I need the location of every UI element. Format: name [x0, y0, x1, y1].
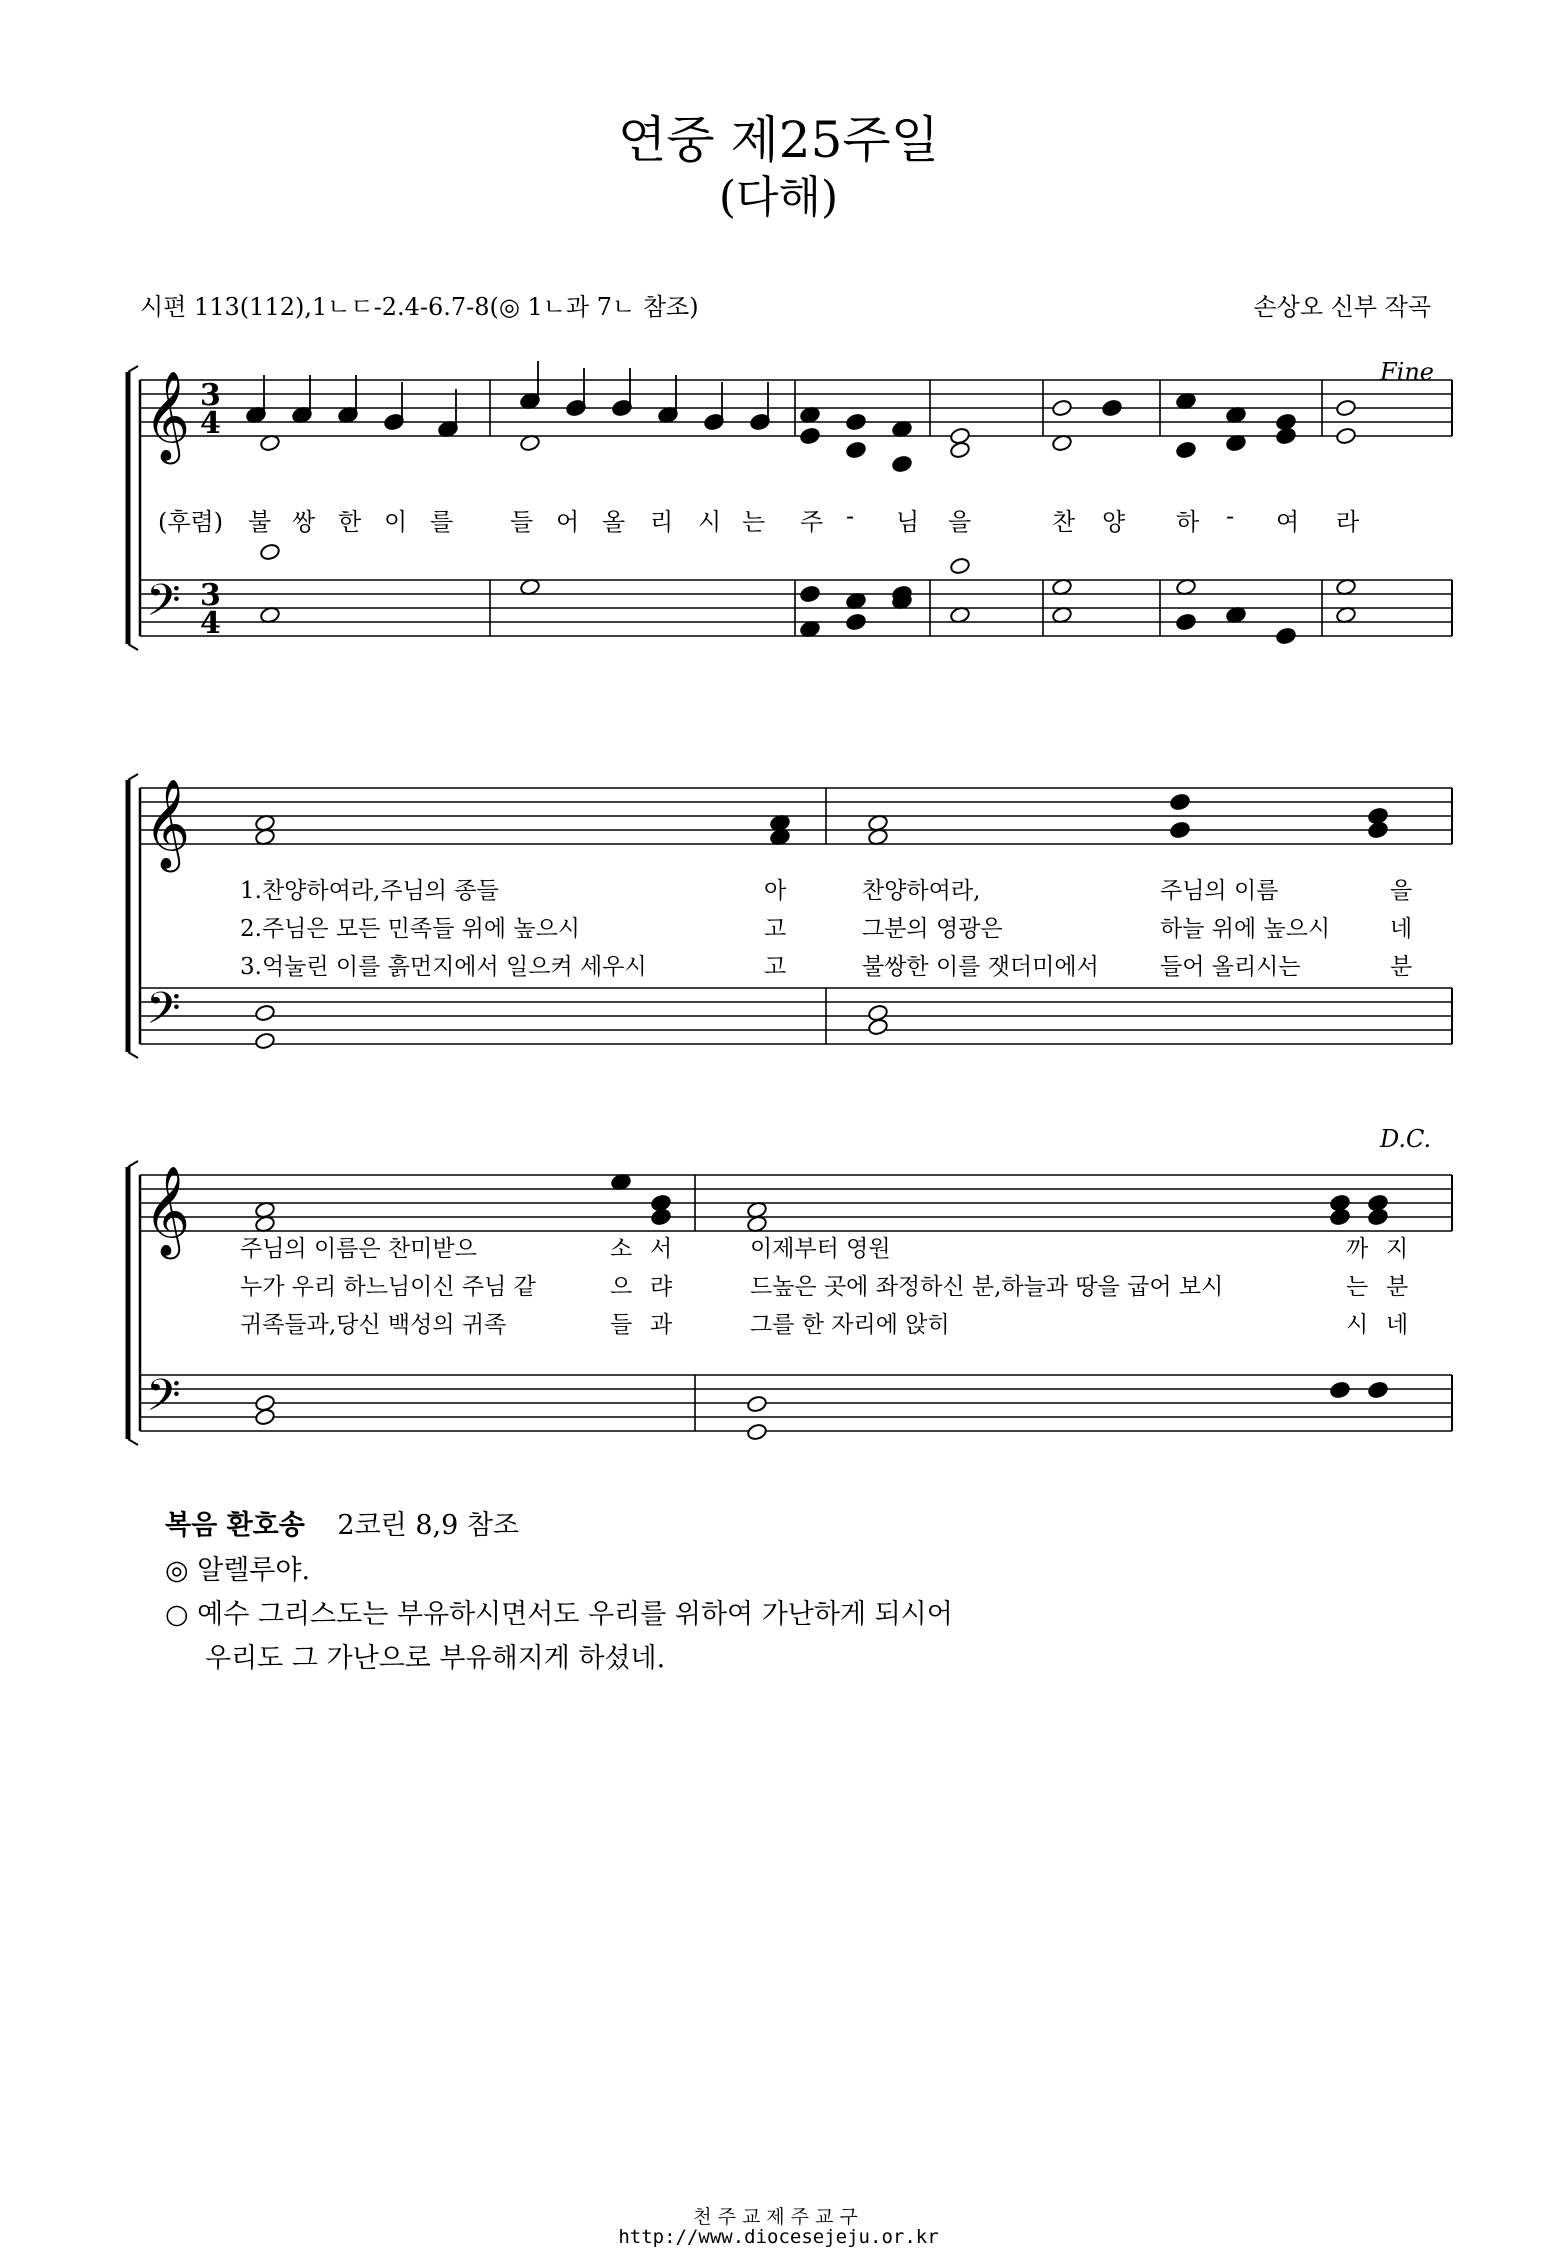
- verse-text: 아: [764, 878, 787, 904]
- refrain-syllable: 찬: [1052, 508, 1076, 536]
- refrain-syllable: 어: [556, 508, 580, 536]
- refrain-syllable: 는: [742, 508, 766, 536]
- gospel-verse-line-2: 우리도 그 가난으로 부유해지게 하셨네.: [205, 1643, 666, 1674]
- chord-note: [1367, 1381, 1388, 1399]
- verse-text: 3.억눌린 이를 흙먼지에서 일으켜 세우시: [240, 954, 647, 980]
- verse-text: 랴: [650, 1274, 673, 1300]
- whole-note: [254, 1408, 275, 1426]
- system-1-bracket-bottom: [128, 644, 138, 650]
- verse-text: 하늘 위에 높으시: [1160, 916, 1331, 942]
- refrain-syllable: -: [1226, 502, 1235, 530]
- bass-clef-icon: 𝄢: [146, 982, 181, 1045]
- treble-clef-icon: 𝄞: [144, 779, 191, 869]
- chord-note: [799, 427, 820, 445]
- refrain-syllable: 리: [650, 508, 674, 536]
- verse-text: 서: [650, 1236, 673, 1262]
- gospel-verse-line-1: ○ 예수 그리스도는 부유하시면서도 우리를 위하여 가난하게 되시어: [165, 1599, 953, 1630]
- bass-note: [845, 613, 866, 631]
- verse-text: 누가 우리 하느님이신 주님 같: [240, 1274, 536, 1300]
- chord-note: [1275, 427, 1296, 445]
- chord-note: [1367, 821, 1388, 839]
- half-note: [1335, 399, 1356, 417]
- verse-text: 지: [1386, 1236, 1409, 1262]
- refrain-syllable: 불: [248, 508, 272, 536]
- verse-text: 주님의 이름은 찬미받으: [240, 1236, 477, 1262]
- bass-note: [1275, 627, 1296, 645]
- half-note: [1335, 427, 1356, 445]
- chord-note: [845, 441, 866, 459]
- verse-text: 네: [1390, 916, 1413, 942]
- bass-clef-icon: 𝄢: [146, 1369, 181, 1432]
- footer-url: http://www.diocesejeju.or.kr: [618, 2226, 939, 2248]
- refrain-syllable: 하: [1176, 508, 1200, 536]
- refrain-syllable: 올: [602, 508, 626, 536]
- chord-note: [845, 413, 866, 431]
- system-3-bracket-bottom: [128, 1439, 138, 1445]
- system-2-bracket-bottom: [128, 1052, 138, 1058]
- system-2-bracket-top: [128, 774, 138, 780]
- refrain-syllable: 라: [1336, 508, 1360, 536]
- whole-note: [254, 1004, 275, 1022]
- refrain-syllable: 시: [698, 508, 722, 536]
- refrain-syllable: 들: [510, 508, 534, 536]
- verse-text: 주님의 이름: [1160, 878, 1279, 904]
- verse-text: 이제부터 영원: [750, 1236, 891, 1262]
- verse-text: 1.찬양하여라,주님의 종들: [240, 878, 499, 904]
- chord-note: [1169, 821, 1190, 839]
- refrain-syllable: 쌍: [292, 508, 316, 536]
- verse-text: 고: [764, 954, 787, 980]
- system-3-bracket-top: [128, 1161, 138, 1167]
- verse-text: 드높은 곳에 좌정하신 분,하늘과 땅을 굽어 보시: [750, 1274, 1224, 1300]
- gospel-heading: 복음 환호송: [165, 1510, 305, 1541]
- page-subtitle: (다해): [718, 172, 839, 223]
- verse-text: 찬양하여라,: [862, 878, 981, 904]
- verse-text: 시: [1346, 1312, 1369, 1338]
- verse-text: 고: [764, 916, 787, 942]
- whole-note: [254, 1032, 275, 1050]
- bass-note: [1175, 613, 1196, 631]
- chord-note: [650, 1208, 671, 1226]
- verse-text: 분: [1390, 954, 1413, 980]
- refrain-syllable: 이: [384, 508, 408, 536]
- refrain-syllable: -: [846, 502, 855, 530]
- chord-note: [1175, 441, 1196, 459]
- bass-clef-icon: 𝄢: [146, 574, 181, 637]
- verse-text: 귀족들과,당신 백성의 귀족: [240, 1312, 507, 1338]
- gospel-reference: 2코린 8,9 참조: [337, 1510, 520, 1541]
- refrain-syllable: 주: [800, 508, 824, 536]
- verse-text: 들: [610, 1312, 633, 1338]
- treble-clef-icon: 𝄞: [144, 1166, 191, 1256]
- page-title: 연중 제25주일: [617, 111, 940, 169]
- verse-text: 을: [1390, 878, 1413, 904]
- gospel-response: ◎ 알렐루야.: [165, 1555, 311, 1586]
- time-signature-bass: 3 4: [200, 578, 221, 641]
- half-note: [949, 441, 970, 459]
- whole-note: [746, 1395, 767, 1413]
- verse-text: 까: [1346, 1236, 1369, 1262]
- chord-note: [1169, 793, 1190, 811]
- refrain-syllable: 을: [948, 508, 972, 536]
- verse-text: 그분의 영광은: [862, 916, 1003, 942]
- chord-note: [891, 455, 912, 473]
- footer-org: 천주교제주교구: [693, 2206, 864, 2228]
- verse-text: 으: [610, 1274, 633, 1300]
- dc-mark: D.C.: [1380, 1125, 1432, 1153]
- composer-credit: 손상오 신부 작곡: [1253, 293, 1431, 321]
- verse-text: 과: [650, 1312, 673, 1338]
- refrain-syllable: 한: [338, 508, 362, 536]
- verse-text: 그를 한 자리에 앉히: [750, 1312, 950, 1338]
- gospel-acclamation-heading: [165, 1503, 519, 1542]
- verse-text: 네: [1386, 1312, 1409, 1338]
- time-signature-treble: 3 4: [200, 378, 221, 441]
- treble-clef-icon: 𝄞: [144, 371, 191, 461]
- refrain-syllable: 를: [430, 508, 454, 536]
- system-1-bracket-top: [128, 366, 138, 372]
- fine-mark: Fine: [1380, 358, 1434, 386]
- note: [1101, 399, 1122, 417]
- verse-text: 2.주님은 모든 민족들 위에 높으시: [240, 916, 581, 942]
- whole-note: [867, 1018, 888, 1036]
- verse-text: 소: [610, 1236, 633, 1262]
- bass-note: [799, 585, 820, 603]
- refrain-syllable: 님: [896, 508, 920, 536]
- psalm-reference: 시편 113(112),1ㄴㄷ-2.4-6.7-8(◎ 1ㄴ과 7ㄴ 참조): [140, 293, 699, 321]
- chord-note: [1329, 1381, 1350, 1399]
- refrain-label: (후렴): [158, 508, 224, 536]
- whole-note: [746, 1423, 767, 1441]
- refrain-syllable: 양: [1102, 508, 1126, 536]
- verse-text: 는: [1346, 1274, 1369, 1300]
- chord-note: [1329, 1208, 1350, 1226]
- verse-text: 불쌍한 이를 잿더미에서: [862, 954, 1099, 980]
- verse-text: 들어 올리시는: [1160, 954, 1301, 980]
- refrain-syllable: 여: [1276, 508, 1300, 536]
- bass-note: [259, 543, 280, 561]
- verse-text: 분: [1386, 1274, 1409, 1300]
- half-note: [1051, 399, 1072, 417]
- bass-note: [949, 557, 970, 575]
- chord-note: [1367, 1208, 1388, 1226]
